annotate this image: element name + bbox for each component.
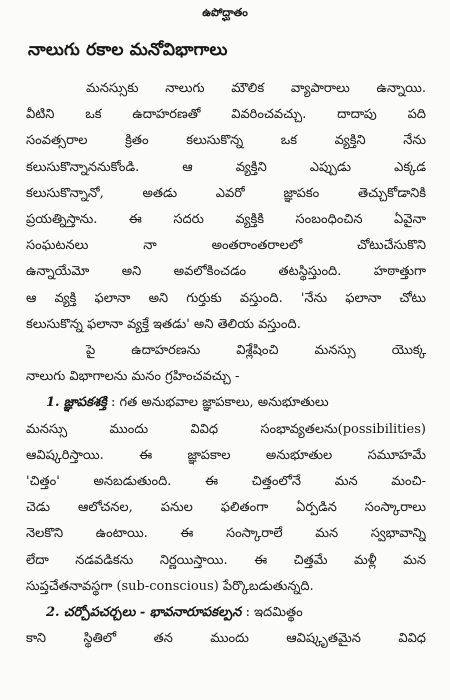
item-term: చర్చోపచర్చలు - భావనారూపకల్పన bbox=[63, 605, 242, 621]
paragraph-line: నెలకొని ఉంటాయి. ఈ సంస్కారాలే మన స్వభావాన్ని bbox=[26, 526, 426, 542]
paragraph-line: మనస్సు ముందు వివిధ సంభావ్యతలను(possibilities) bbox=[26, 421, 426, 437]
list-item-heading bbox=[26, 600, 426, 626]
item-number: 1. bbox=[46, 395, 60, 411]
paragraph-line: లేదా నడవడికను నిర్ణయిస్తాయి. ఈ చిత్తమే మళ్లీ మన bbox=[26, 552, 426, 568]
paragraph-line: ఉన్నాయేమో అని అవలోకించడం తటస్థిస్తుంది. హఠాత్తుగా bbox=[26, 264, 426, 280]
list-item-heading bbox=[26, 390, 426, 416]
section-title: నాలుగు రకాల మనోవిభాగాలు bbox=[28, 40, 228, 60]
paragraph-line: 'చిత్తం' అనబడుతుంది. ఈ చిత్తంలోనే మన మంచి- bbox=[26, 474, 426, 490]
item-number: 2. bbox=[46, 605, 60, 621]
paragraph-line: సంవత్సరాల క్రితం కలుసుకొన్న ఒక వ్యక్తిని నేను bbox=[26, 133, 426, 149]
paragraph-line: మనస్సుకు నాలుగు మౌలిక వ్యాపారాలు ఉన్నాయి. bbox=[86, 81, 426, 96]
paragraph-line: కలుసుకొన్న ఫలానా వ్యక్తే ఇతడు' అని తెలియ వస్తుంది. bbox=[26, 316, 301, 332]
item-text: : గత అనుభవాల జ్ఞాపకాలు, అనుభూతులు bbox=[111, 395, 329, 411]
paragraph-line: కలుసుకొన్నాననుకోండి. ఆ వ్యక్తిని ఎప్పుడు ఎక్కడ bbox=[26, 159, 426, 175]
paragraph-line: కలుసుకొన్నానో, అతడు ఎవరో జ్ఞాపకం తెచ్చుకోడానికి bbox=[26, 185, 426, 201]
paragraph-line: వీటిని ఒక ఉదాహరణతో వివరించవచ్చు. దాదాపు పది bbox=[26, 107, 426, 123]
running-header: ఉపోద్ఘాతం bbox=[202, 6, 248, 19]
paragraph-line: ఆ వ్యక్తి ఫలానా అని గుర్తుకు వస్తుంది. 'నేను ఫలానా చోటు bbox=[26, 290, 426, 306]
body-text bbox=[26, 76, 426, 652]
paragraph-line: ప్రయత్నిస్తాను. ఈ సదరు వ్యక్తికి సంబంధించిన ఏవైనా bbox=[26, 212, 426, 228]
paragraph-line: నాలుగు విభాగాలను మనం గ్రహించవచ్చు - bbox=[26, 369, 240, 385]
item-text: : ఇదమిత్థం bbox=[245, 605, 303, 621]
paragraph-line: చెడు ఆలోచనల, పనుల ఫలితంగా ఏర్పడిన సంస్కారాలు bbox=[26, 500, 426, 516]
paragraph-line: పై ఉదాహరణను విశ్లేషించి మనస్సు యొక్క bbox=[86, 343, 426, 359]
paragraph-line: ఆవిష్కరిస్తాయి. ఈ జ్ఞాపకాల అనుభూతుల సమూహమే bbox=[26, 447, 426, 463]
paragraph-line: సుప్తచేతనావస్థగా (sub-conscious) పేర్కొబడుతున్నది. bbox=[26, 578, 314, 594]
item-term: జ్ఞాపకశక్తి bbox=[63, 395, 107, 411]
paragraph-line: సంఘటనలు నా అంతరాంతరాలలో చోటుచేసుకొని bbox=[26, 238, 426, 254]
paragraph-line: కాని స్థితిలో తన ముందు ఆవిష్కృతమైన వివిధ bbox=[26, 631, 426, 647]
